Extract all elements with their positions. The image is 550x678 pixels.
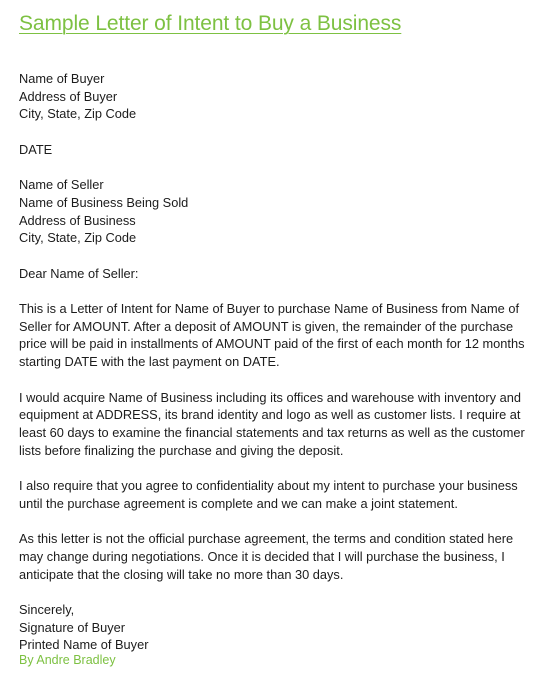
salutation-block (19, 265, 531, 283)
buyer-signature: Signature of Buyer (19, 619, 125, 635)
buyer-printed-name: Printed Name of Buyer (19, 637, 149, 653)
buyer-name: Name of Buyer (19, 71, 105, 86)
seller-address-block (19, 176, 531, 247)
buyer-address-block (19, 70, 531, 123)
paragraph-confidentiality: I also require that you agree to confidentiality about my intent to purchase your business until the purchase agreement is complete and we can make a joint statement. (19, 478, 518, 511)
business-name: Name of Business Being Sold (19, 194, 189, 210)
author-credit: By Andre Bradley (19, 653, 116, 667)
salutation: Dear Name of Seller: (19, 265, 139, 281)
buyer-address: Address of Buyer (19, 88, 118, 104)
page-title: Sample Letter of Intent to Buy a Business (19, 12, 402, 35)
letter-body (19, 70, 531, 672)
seller-name: Name of Seller (19, 177, 104, 193)
paragraph-acquisition-scope: I would acquire Name of Business including its offices and warehouse with inventory and equipment at ADDRESS, its brand identity and logo as well as customer lists. I require at least 60 days to examine the financial statements and tax returns as well as the customer lists before finalizing the purchase and giving the deposit. (19, 389, 525, 458)
business-address: Address of Business (19, 212, 136, 228)
date-block (19, 141, 531, 159)
closing-valediction: Sincerely, (19, 601, 75, 617)
letter-date: DATE (19, 141, 53, 157)
paragraph-purchase-terms: This is a Letter of Intent for Name of Buyer to purchase Name of Business from Name of Seller for AMOUNT. After a deposit of AMOUNT is given, the remainder of the purchase price will be paid in installments of AMOUNT paid of the first of each month for 12 months starting DATE with the last payment on DATE. (19, 301, 525, 370)
paragraph-disclaimer: As this letter is not the official purchase agreement, the terms and condition stated here may change during negotiations. Once it is decided that I will purchase the business, I anticipate that the closing will take no more than 30 days. (19, 531, 514, 582)
closing-block (19, 601, 531, 654)
buyer-city-state-zip: City, State, Zip Code (19, 106, 137, 122)
seller-city-state-zip: City, State, Zip Code (19, 230, 137, 246)
